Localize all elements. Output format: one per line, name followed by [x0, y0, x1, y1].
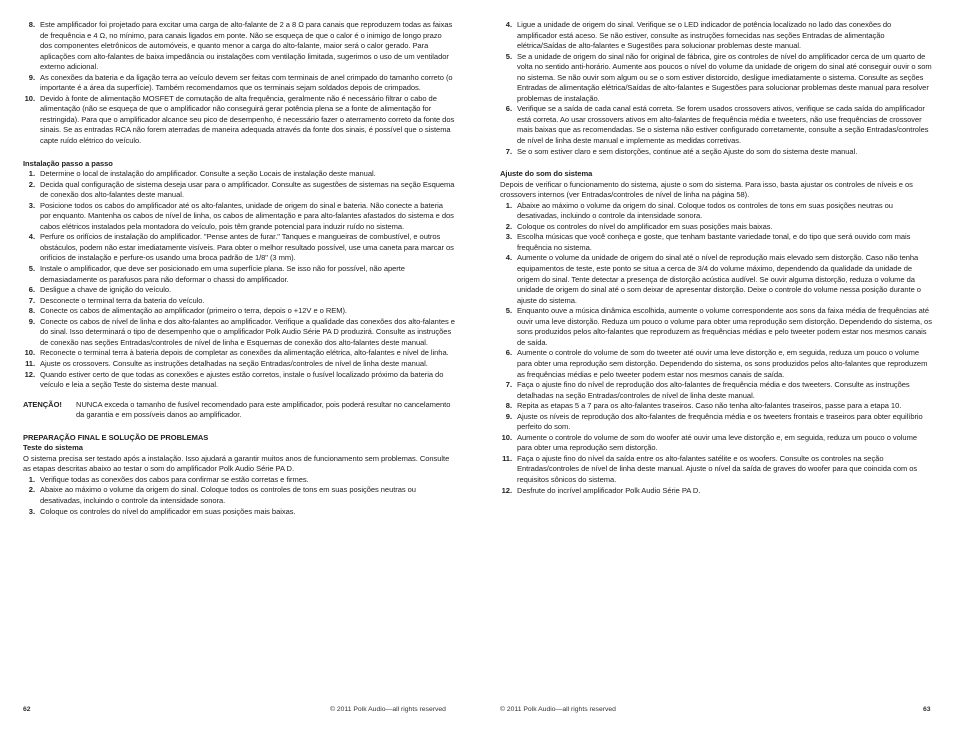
list-item — [23, 285, 455, 296]
item-text: Determine o local de instalação do amplificador. Consulte a seção Locais de instalação deste manual. — [40, 169, 376, 179]
item-number: 10. — [501, 432, 512, 442]
adjust-list — [500, 201, 932, 496]
item-text: Conecte os cabos de nível de linha e dos alto-falantes ao amplificador. Verifique a qualidade das conexões dos alto-falantes e do sinal. Isso determinará o tipo de desempenho que o amplificador Polk Audio Série PA D produzirá. Consulte as instruções de conexão nas seções Entradas/controles de nível de linha e Esquemas de conexão dos alto-falantes deste manual. — [40, 316, 455, 347]
page-number: 62 — [23, 706, 31, 713]
test-list — [23, 475, 455, 517]
item-text: Ajuste os níveis de reprodução dos alto-falantes de frequência média e os tweeters frontais e traseiros para obter equilíbrio perfeito do som. — [517, 411, 923, 432]
item-text: Ajuste os crossovers. Consulte as instruções detalhadas na seção Entradas/controles de nível de linha deste manual. — [40, 358, 428, 368]
item-text: Reconecte o terminal terra à bateria depois de completar as conexões da alimentação elétrica, alto-falantes e nível de linha. — [40, 348, 449, 358]
item-text: Aumente o controle do volume de som do woofer até ouvir uma leve distorção e, em seguida, reduza um pouco o volume para obter uma reprodução sem distorção. — [517, 432, 917, 453]
install-heading: Instalação passo a passo — [23, 158, 113, 168]
list-item — [500, 104, 932, 146]
item-number: 3. — [28, 200, 35, 210]
right-page — [477, 0, 954, 738]
item-text: Enquanto ouve a música dinâmica escolhida, aumente o volume correspondente aos sons da faixa média de frequências até ouvir uma leve distorção. Reduza um pouco o volume para obter uma reprodução sem distorção. Dependendo do sistema, os sons produzidos pelos alto-falantes que reproduzem as frequências médias e pelo tweeter podem estar nos mesmos canais de saída. — [517, 306, 932, 347]
item-number: 4. — [28, 232, 35, 242]
item-text: Ligue a unidade de origem do sinal. Verifique se o LED indicador de potência localizado no lado das conexões do amplificador está aceso. Se não estiver, consulte as instruções fornecidas nas seções Entradas de alimentação elétrica/Saídas de alto-falantes e Sugestões para solucionar problemas deste manual. — [517, 20, 892, 51]
copyright-footer: © 2011 Polk Audio—all rights reserved — [330, 706, 446, 713]
list-item — [500, 147, 932, 158]
item-text: Coloque os controles do nível do amplificador em suas posições mais baixas. — [40, 506, 296, 516]
item-text: Decida qual configuração de sistema deseja usar para o amplificador. Consulte as sugestões de sistemas na seção Esquema de conexão dos alto-falantes deste manual. — [40, 179, 455, 200]
list-item — [23, 306, 455, 317]
item-number: 3. — [505, 232, 512, 242]
adjust-intro: Depois de verificar o funcionamento do sistema, ajuste o som do sistema. Para isso, basta ajustar os controles de níveis e os crossovers internos (ver Entradas/controles de nível de linha na página 58). — [500, 179, 913, 200]
item-text: Se a unidade de origem do sinal não for original de fábrica, gire os controles de nível do amplificador cerca de um quarto de volta no sentido anti-horário. Aumente aos poucos o nível do volume da unidade de origem do sinal até conseguir ouvir o som no sistema. Se não ouvir som algum ou se o som estiver distorcido, desligue imediatamente o sistema. Consulte as seções Entradas de alimentação elétrica/Saídas de alto-falantes e Sugestões para solucionar problemas deste manual para resolver problemas de instalação. — [517, 51, 932, 103]
item-number: 1. — [28, 169, 35, 179]
item-number: 6. — [505, 104, 512, 114]
item-text: Repita as etapas 5 a 7 para os alto-falantes traseiros. Caso não tenha alto-falantes traseiros, passe para a etapa 10. — [517, 401, 902, 411]
item-number: 9. — [505, 411, 512, 421]
warning-label: ATENÇÃO! — [23, 399, 62, 409]
item-text: Abaixe ao máximo o volume da origem do sinal. Coloque todos os controles de tons em suas posições neutras ou desativadas, incluindo o controle da intensidade sonora. — [517, 200, 893, 221]
copyright-footer: © 2011 Polk Audio—all rights reserved — [500, 706, 616, 713]
item-number: 1. — [28, 474, 35, 484]
list-item — [23, 296, 455, 307]
item-number: 1. — [505, 200, 512, 210]
item-text: Posicione todos os cabos do amplificador até os alto-falantes, unidade de origem do sinal e bateria. Não conecte a bateria por enquanto. Mantenha os cabos de nível de linha, os cabos de alimentação e para alto-falantes afastados do sistema e dos cabos elétricos instalados pela montadora do veículo, pois têm grande potencial para induzir ruído no sistema. — [40, 200, 454, 231]
list-item — [500, 454, 932, 486]
item-text: As conexões da bateria e da ligação terra ao veículo devem ser feitas com terminais de anel crimpado do tamanho correto (o importante é a área da superfície). Também recomendamos que os terminais sejam soldados depois de crimpados. — [40, 72, 453, 93]
item-text: Desligue a chave de ignição do veículo. — [40, 285, 172, 295]
item-text: Faça o ajuste fino do nível de reprodução dos alto-falantes de frequência média e dos tweeters. Consulte as instruções detalhadas na seção Entradas/controles de nível de linha deste manual. — [517, 380, 910, 400]
item-number: 8. — [28, 20, 35, 29]
list-item — [23, 180, 455, 201]
item-text: Aumente o controle do volume de som do tweeter até ouvir uma leve distorção e, em seguida, reduza um pouco o volume para obter uma reprodução sem distorção. Dependendo do sistema, os sons produzidos pelos alto-falantes que reproduzem as frequências médias e pelo tweeter podem estar nos mesmos canais de saída. — [517, 348, 928, 379]
list-item — [23, 348, 455, 359]
list-item — [23, 370, 455, 391]
item-text: Se o som estiver claro e sem distorções, continue até a seção Ajuste do som do sistema deste manual. — [517, 146, 858, 156]
item-number: 12. — [501, 485, 512, 495]
page-number: 63 — [923, 706, 931, 713]
list-item — [23, 317, 455, 349]
list-item — [23, 232, 455, 264]
item-number: 9. — [28, 316, 35, 326]
item-text: Coloque os controles do nível do amplificador em suas posições mais baixas. — [517, 221, 773, 231]
list-item — [500, 232, 932, 253]
top-list — [500, 20, 932, 157]
item-number: 4. — [505, 20, 512, 29]
item-text: Este amplificador foi projetado para excitar uma carga de alto-falante de 2 a 8 Ω para canais que reproduzem todas as faixas de frequência e 4 Ω, no mínimo, para canais ligados em ponte. Não se esqueça de que o calor é o inimigo de longo prazo dos componentes eletrônicos de automóveis, e quanto menor a carga do alto-falante, maior será o calor gerado. Para aplicações com alto-falantes de baixa impedância ou instalações com ventilação limitada, sugerimos o uso de um ventilador externo adicional. — [40, 20, 453, 72]
item-number: 7. — [505, 380, 512, 390]
list-item — [500, 20, 932, 52]
item-number: 6. — [505, 348, 512, 358]
item-text: Escolha músicas que você conheça e goste, que tenham bastante variedade tonal, e do tipo que será ouvido com mais frequência no sistema. — [517, 232, 911, 252]
list-item — [500, 253, 932, 306]
item-number: 11. — [502, 453, 512, 463]
list-item — [23, 485, 455, 506]
list-item — [500, 412, 932, 433]
list-item — [500, 201, 932, 222]
final-heading: PREPARAÇÃO FINAL E SOLUÇÃO DE PROBLEMAS — [23, 432, 209, 442]
item-text: Quando estiver certo de que todas as conexões e ajustes estão corretos, instale o fusível localizado próximo da bateria do veículo e leia a seção Teste do sistema deste manual. — [40, 369, 444, 390]
install-list — [23, 169, 455, 390]
item-text: Desconecte o terminal terra da bateria do veículo. — [40, 295, 205, 305]
item-number: 10. — [24, 348, 35, 358]
item-number: 12. — [24, 369, 35, 379]
list-item — [23, 507, 455, 518]
item-text: Abaixe ao máximo o volume da origem do sinal. Coloque todos os controles de tons em suas posições neutras ou desativadas, incluindo o controle da intensidade sonora. — [40, 485, 416, 505]
item-number: 5. — [505, 306, 512, 316]
item-number: 7. — [28, 295, 35, 305]
warning-text: NUNCA exceda o tamanho de fusível recomendado para este amplificador, pois poderá resultar no cancelamento da garantia e em possíveis danos ao amplificador. — [76, 399, 451, 420]
item-number: 11. — [25, 358, 35, 368]
item-number: 10. — [24, 93, 35, 103]
item-text: Perfure os orifícios de instalação do amplificador. "Pense antes de furar." Tanques e mangueiras de combustível, e outros obstáculos, podem não estar imediatamente visíveis. Para obter o melhor resultado possível, use uma caneta para marcar os orifícios de instalação e perfure-os usando uma broca padrão de 1/8" (3 mm). — [40, 232, 454, 263]
item-text: Desfrute do incrível amplificador Polk Audio Série PA D. — [517, 485, 701, 495]
item-text: Faça o ajuste fino do nível da saída entre os alto-falantes satélite e os woofers. Consulte os controles na seção Entradas/controles de nível de linha deste manual. Ajuste o nível da saída de graves do woofer para que coincida com os requisitos sônicos do sistema. — [517, 453, 918, 484]
list-item — [500, 52, 932, 105]
item-number: 5. — [28, 264, 35, 274]
item-number: 2. — [28, 485, 35, 495]
item-text: Devido à fonte de alimentação MOSFET de comutação de alta frequência, geralmente não é necessário filtrar o cabo de alimentação (não se esqueça de que o amplificador não conseguirá gerar potência plena se a fonte de alimentação for restringida). Para que o amplificador alcance seu pico de desempenho, é necessário fazer o aterramento correto da fonte dos sinais. Se as entradas RCA não forem aterradas de maneira adequada através da fonte dos sinais, é possível que o sistema capte ruído elétrico do veículo. — [40, 93, 455, 146]
item-number: 8. — [28, 306, 35, 316]
right-column — [500, 20, 932, 496]
item-number: 2. — [28, 179, 35, 189]
item-number: 7. — [505, 146, 512, 156]
left-column — [23, 20, 455, 517]
list-item — [500, 306, 932, 348]
item-number: 2. — [505, 221, 512, 231]
list-item — [23, 264, 455, 285]
list-item — [23, 73, 455, 94]
item-number: 3. — [28, 506, 35, 516]
list-item — [500, 222, 932, 233]
list-item — [23, 20, 455, 73]
item-text: Conecte os cabos de alimentação ao amplificador (primeiro o terra, depois o +12V e o REM). — [40, 306, 347, 316]
list-item — [500, 380, 932, 401]
list-item — [23, 359, 455, 370]
list-item — [500, 401, 932, 412]
item-text: Aumente o volume da unidade de origem do sinal até o nível de reprodução mais elevado sem distorção. Caso não tenha equipamentos de teste, este ponto se situa a cerca de 3/4 do volume máximo, dependendo da qualidade da unidade de origem do sinal. Tente detectar a presença de distorção acústica audível. Se ouvir alguma distorção, reduza o volume da unidade de origem do sinal até o som deixar de apresentar distorção. Deixe o controle do volume nessa posição durante o ajuste do sistema. — [517, 253, 921, 305]
list-item — [500, 348, 932, 380]
top-list — [23, 20, 455, 147]
list-item — [500, 486, 932, 497]
item-text: Instale o amplificador, que deve ser posicionado em uma superfície plana. Se isso não for possível, não aperte demasiadamente os parafusos para não deformar o chassi do amplificador. — [40, 264, 405, 284]
item-number: 8. — [505, 401, 512, 411]
item-number: 5. — [505, 51, 512, 61]
warning-note — [23, 400, 455, 421]
list-item — [500, 433, 932, 454]
item-number: 6. — [28, 285, 35, 295]
list-item — [23, 475, 455, 486]
list-item — [23, 201, 455, 233]
item-number: 4. — [505, 253, 512, 263]
adjust-heading: Ajuste do som do sistema — [500, 169, 593, 179]
list-item — [23, 169, 455, 180]
item-text: Verifique se a saída de cada canal está correta. Se forem usados crossovers ativos, verifique se cada saída do amplificador está correta. Ao usar crossovers ativos em alto-falantes de frequência média e tweeters, não use frequências de crossover mais baixas que as recomendadas. Se o sistema não estiver configurado corretamente, consulte a seção Entradas/controles de nível de linha deste manual e implemente as medidas corretivas. — [517, 104, 929, 146]
item-number: 9. — [28, 72, 35, 82]
list-item — [23, 94, 455, 147]
test-intro: O sistema precisa ser testado após a instalação. Isso ajudará a garantir muitos anos de funcionamento sem problemas. Consulte as etapas descritas abaixo ao testar o som do amplificador Polk Audio Série PA D. — [23, 453, 450, 474]
test-heading: Teste do sistema — [23, 443, 83, 453]
item-text: Verifique todas as conexões dos cabos para confirmar se estão corretas e firmes. — [40, 474, 309, 484]
